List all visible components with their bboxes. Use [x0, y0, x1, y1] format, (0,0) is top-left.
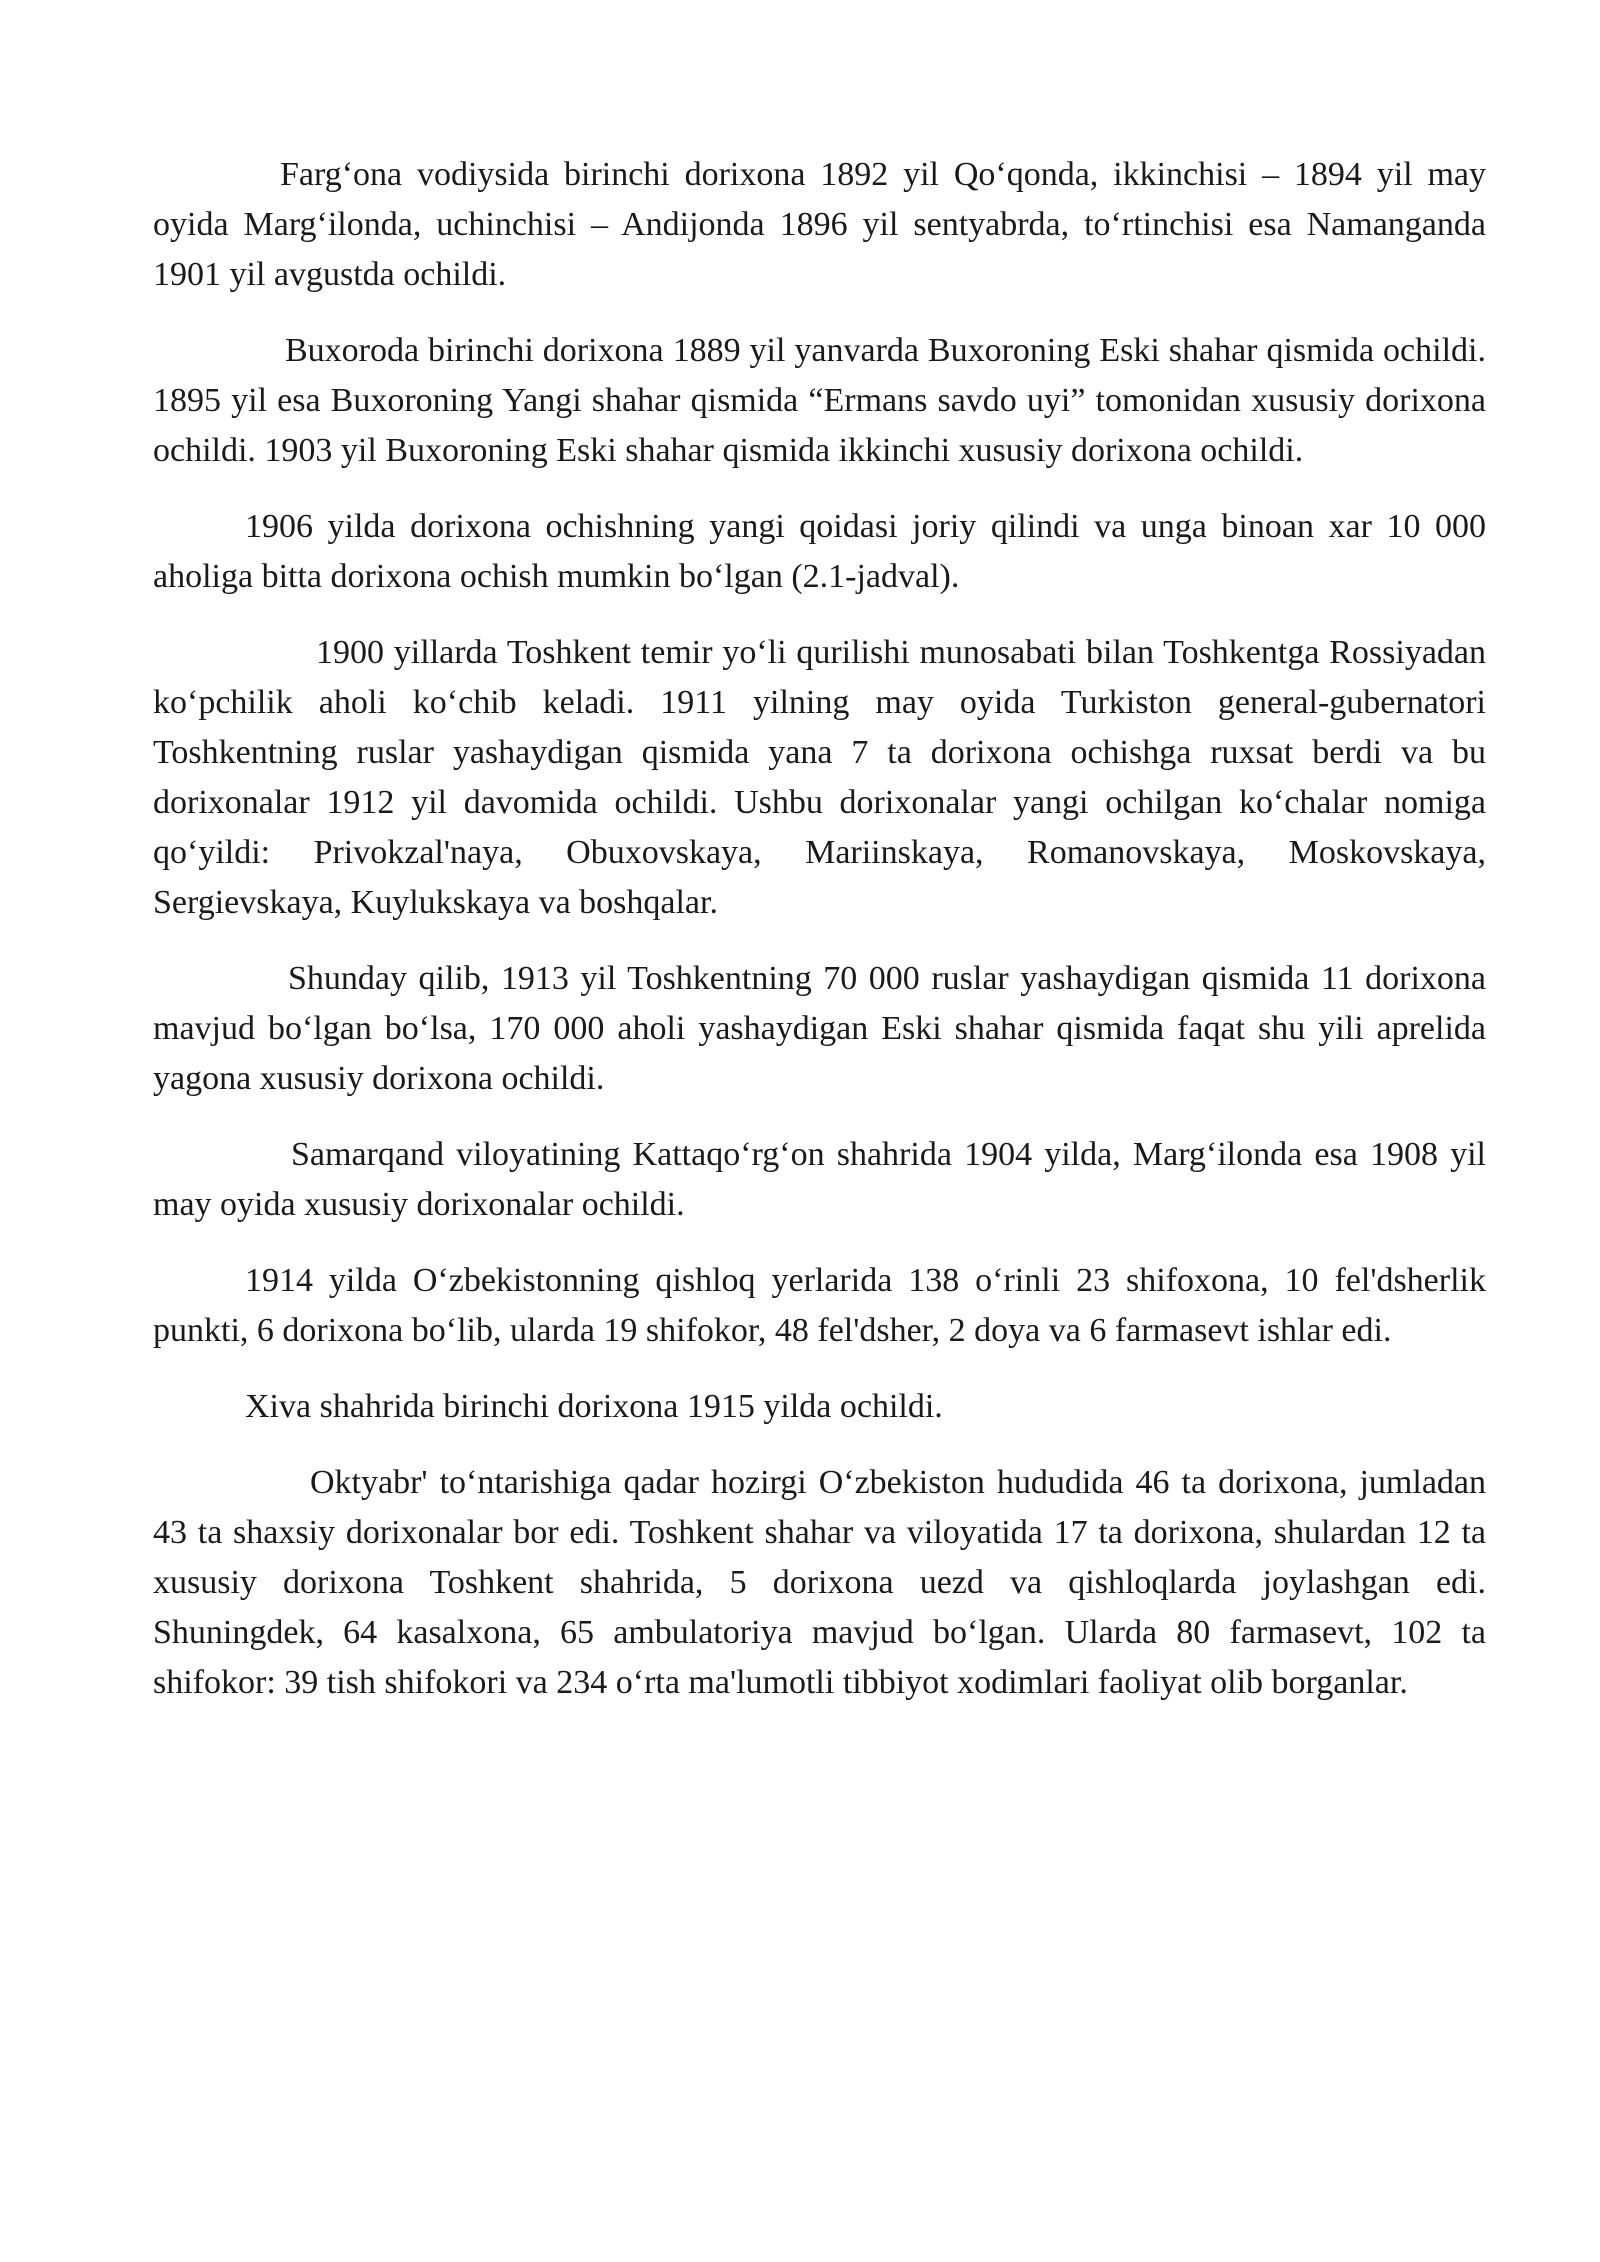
- paragraph-khiva: Xiva shahrida birinchi dorixona 1915 yilda ochildi.: [245, 1388, 943, 1425]
- paragraph-october-revolution: Oktyabr' to‘ntarishiga qadar hozirgi O‘zbekiston hududida 46 ta dorixona, jumladan 43 ta shaxsiy dorixonalar bor edi. Toshkent shahar va viloyatida 17 ta dorixona, shulardan 12 ta xususiy dorixona Toshkent shahrida, 5 dorixona uezd va qishloqlarda joylashgan edi. Shuningdek, 64 kasalxona, 65 ambulatoriya mavjud bo‘lgan. Ularda 80 farmasevt, 102 ta shifokor: 39 tish shifokori va 234 o‘rta ma'lumotli tibbiyot xodimlari faoliyat olib borganlar.: [153, 1464, 1486, 1701]
- document-body: [153, 150, 1486, 1734]
- paragraph-tashkent-railway: 1900 yillarda Toshkent temir yo‘li qurilishi munosabati bilan Toshkentga Rossiyadan ko‘pchilik aholi ko‘chib keladi. 1911 yilning may oyida Turkiston general-gubernatori Toshkentning ruslar yashaydigan qismida yana 7 ta dorixona ochishga ruxsat berdi va bu dorixonalar 1912 yil davomida ochildi. Ushbu dorixonalar yangi ochilgan ko‘chalar nomiga qo‘yildi: Privokzal'naya, Obuxovskaya, Mariinskaya, Romanovskaya, Moskovskaya, Sergievskaya, Kuylukskaya va boshqalar.: [153, 634, 1486, 921]
- paragraph-fergana-pharmacies: Farg‘ona vodiysida birinchi dorixona 1892 yil Qo‘qonda, ikkinchisi – 1894 yil may oyida Marg‘ilonda, uchinchisi – Andijonda 1896 yil sentyabrda, to‘rtinchisi esa Namanganda 1901 yil avgustda ochildi.: [153, 156, 1486, 293]
- paragraph-1906-rule: 1906 yilda dorixona ochishning yangi qoidasi joriy qilindi va unga binoan xar 10 000 aholiga bitta dorixona ochish mumkin bo‘lgan (2.1-jadval).: [153, 508, 1486, 595]
- paragraph-tashkent-1913: Shunday qilib, 1913 yil Toshkentning 70 000 ruslar yashaydigan qismida 11 dorixona mavjud bo‘lgan bo‘lsa, 170 000 aholi yashaydigan Eski shahar qismida faqat shu yili aprelida yagona xususiy dorixona ochildi.: [153, 960, 1486, 1097]
- paragraph-1914-rural: 1914 yilda O‘zbekistonning qishloq yerlarida 138 o‘rinli 23 shifoxona, 10 fel'dsherlik punkti, 6 dorixona bo‘lib, ularda 19 shifokor, 48 fel'dsher, 2 doya va 6 farmasevt ishlar edi.: [153, 1262, 1486, 1349]
- paragraph-samarkand: Samarqand viloyatining Kattaqo‘rg‘on shahrida 1904 yilda, Marg‘ilonda esa 1908 yil may oyida xususiy dorixonalar ochildi.: [153, 1136, 1486, 1223]
- paragraph-bukhara-pharmacies: Buxoroda birinchi dorixona 1889 yil yanvarda Buxoroning Eski shahar qismida ochildi. 1895 yil esa Buxoroning Yangi shahar qismida “Ermans savdo uyi” tomonidan xususiy dorixona ochildi. 1903 yil Buxoroning Eski shahar qismida ikkinchi xususiy dorixona ochildi.: [153, 332, 1486, 469]
